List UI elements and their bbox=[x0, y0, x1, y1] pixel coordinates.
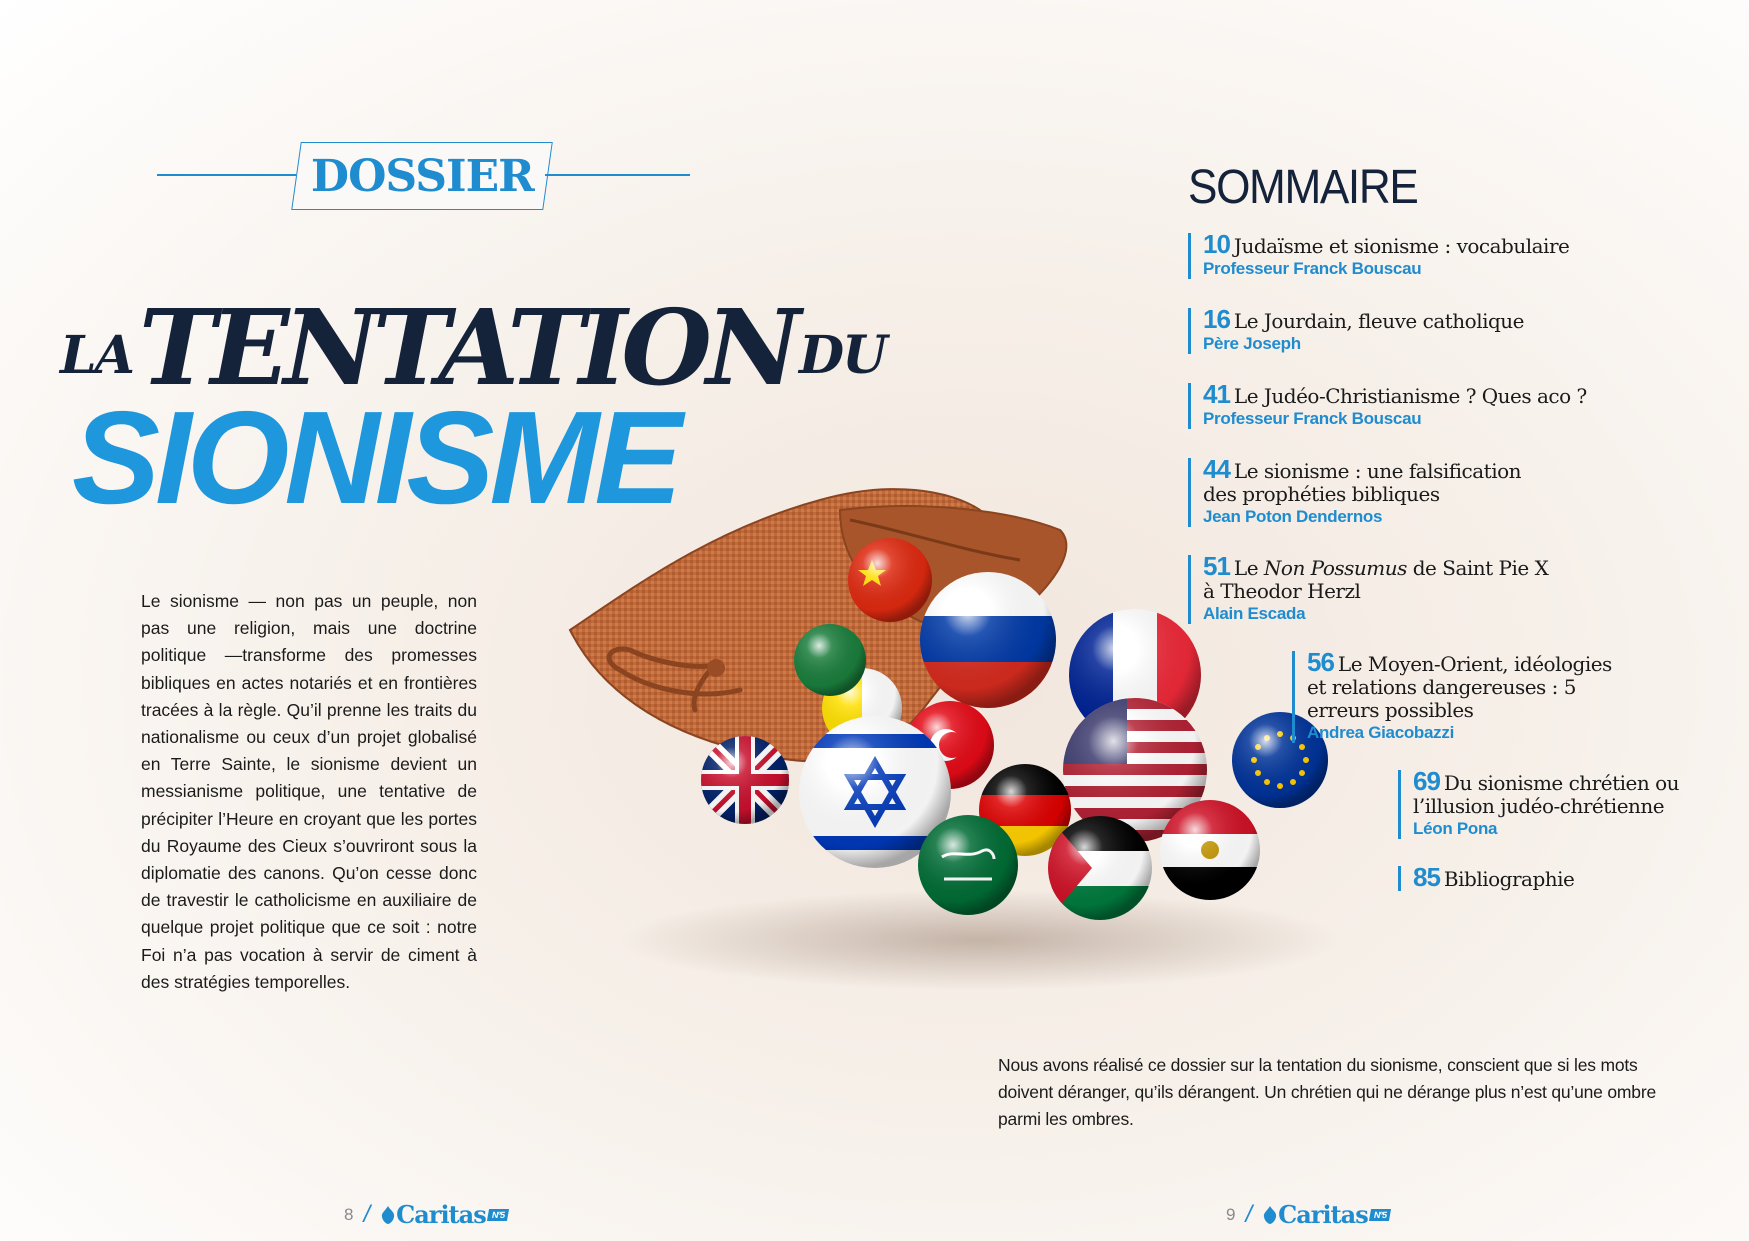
toc-author: Professeur Franck Bouscau bbox=[1203, 259, 1422, 278]
flag-marble-saudi-arabia-icon bbox=[918, 815, 1018, 915]
toc-item[interactable] bbox=[1188, 454, 1522, 527]
toc-item[interactable] bbox=[1188, 304, 1525, 354]
toc-author: Léon Pona bbox=[1413, 819, 1498, 838]
toc-page-number: 69 bbox=[1413, 766, 1440, 796]
caritas-flame-icon bbox=[380, 1205, 396, 1225]
toc-item[interactable] bbox=[1188, 551, 1549, 624]
toc-title-line bbox=[1413, 766, 1680, 796]
title-word-du: DU bbox=[799, 325, 886, 386]
dossier-label: DOSSIER bbox=[310, 150, 534, 202]
caritas-logo bbox=[1262, 1200, 1390, 1229]
toc-title-line bbox=[1413, 862, 1575, 892]
footer-left bbox=[344, 1200, 508, 1229]
toc-item[interactable] bbox=[1188, 229, 1570, 279]
footer-right bbox=[1226, 1200, 1390, 1229]
toc-title-italic: Non Possumus bbox=[1263, 556, 1407, 580]
page-number-right: 9 bbox=[1226, 1204, 1236, 1224]
issue-badge: N°5 bbox=[487, 1209, 509, 1221]
dossier-badge bbox=[291, 142, 553, 210]
toc-item[interactable] bbox=[1292, 647, 1612, 743]
toc-item[interactable] bbox=[1188, 379, 1587, 429]
toc-title: Le Moyen-Orient, idéologies bbox=[1337, 652, 1612, 676]
flag-marble-egypt-icon bbox=[1160, 800, 1260, 901]
sommaire-title: SOMMAIRE bbox=[1188, 161, 1418, 214]
toc-title-line bbox=[1307, 647, 1612, 677]
toc-author: Professeur Franck Bouscau bbox=[1203, 409, 1422, 428]
closing-paragraph: Nous avons réalisé ce dossier sur la tentation du sionisme, conscient que si les mots doivent déranger, qu’ils dérangent. Un chrétien qui ne dérange plus n’est qu’une ombre parmi les ombres. bbox=[998, 1055, 1656, 1129]
intro-paragraph: Le sionisme — non pas un peuple, non pas une religion, mais une doctrine politique —transforme des promesses bibliques en actes notariés et en frontières tracées à la règle. Qu’il prenne les traits du nationalisme ou ceux d’un projet globalisé en Terre Sainte, le sionisme devient un messianisme politique, une tentative de précipiter l’Heure en croyant que les portes du Royaume des Cieux s’ouvriront sous la diplomatie des canons. Qu’on cesse donc de travestir le catholicisme en auxiliaire de quelque projet politique que ce soit : notre Foi n’a pas vocation à servir de ciment à des stratégies temporelles. bbox=[141, 591, 477, 992]
toc-page-number: 51 bbox=[1203, 551, 1230, 581]
toc-title: Le Judéo-Christianisme ? Ques aco ? bbox=[1233, 384, 1587, 408]
toc-title: Du sionisme chrétien ou bbox=[1443, 771, 1680, 795]
flag-marble-china-icon bbox=[848, 538, 932, 622]
toc-title-line bbox=[1203, 304, 1525, 334]
toc-author: Andrea Giacobazzi bbox=[1307, 723, 1454, 742]
caritas-wordmark: Caritas bbox=[1278, 1200, 1368, 1229]
flag-marble-saudi-arabia-small-icon bbox=[794, 624, 866, 696]
toc-title-line bbox=[1203, 454, 1522, 484]
caritas-flame-icon bbox=[1262, 1205, 1278, 1225]
toc-title-line-3: erreurs possibles bbox=[1307, 698, 1474, 722]
toc-title-line bbox=[1203, 379, 1587, 409]
toc-author: Père Joseph bbox=[1203, 334, 1301, 353]
toc-title-line-2: et relations dangereuses : 5 bbox=[1307, 675, 1576, 699]
issue-badge: N°5 bbox=[1369, 1209, 1391, 1221]
toc-author: Alain Escada bbox=[1203, 604, 1306, 623]
toc-page-number: 85 bbox=[1413, 862, 1440, 892]
toc-title-line bbox=[1203, 551, 1549, 581]
dossier-rule-right bbox=[545, 174, 690, 176]
flag-marble-uk-icon bbox=[701, 736, 789, 824]
page-number-left: 8 bbox=[344, 1204, 354, 1224]
toc-title: Judaïsme et sionisme : vocabulaire bbox=[1233, 234, 1570, 258]
toc-page-number: 16 bbox=[1203, 304, 1230, 334]
footer-slash: / bbox=[363, 1200, 371, 1228]
title-word-tentation: TENTATION bbox=[138, 286, 796, 409]
toc-page-number: 56 bbox=[1307, 647, 1334, 677]
toc-title: Le Jourdain, fleuve catholique bbox=[1233, 309, 1525, 333]
toc-title-line-2: à Theodor Herzl bbox=[1203, 579, 1361, 603]
toc-title-line bbox=[1203, 229, 1570, 259]
toc-page-number: 41 bbox=[1203, 379, 1230, 409]
bag-of-flag-marbles-illustration bbox=[540, 470, 1400, 1010]
caritas-wordmark: Caritas bbox=[396, 1200, 486, 1229]
toc-title-line-2: l’illusion judéo-chrétienne bbox=[1413, 794, 1665, 818]
title-word-sionisme: SIONISME bbox=[72, 384, 678, 531]
toc-author: Jean Poton Dendernos bbox=[1203, 507, 1383, 526]
toc-title-rest: de Saint Pie X bbox=[1406, 556, 1549, 580]
title-word-la: LA bbox=[60, 325, 133, 386]
toc-title: Bibliographie bbox=[1443, 867, 1575, 891]
toc-title: Le bbox=[1233, 556, 1264, 580]
toc-title-line-2: des prophéties bibliques bbox=[1203, 482, 1440, 506]
toc-page-number: 44 bbox=[1203, 454, 1230, 484]
toc-page-number: 10 bbox=[1203, 229, 1230, 259]
dossier-rule-left bbox=[157, 174, 297, 176]
footer-slash: / bbox=[1245, 1200, 1253, 1228]
toc-title: Le sionisme : une falsification bbox=[1233, 459, 1522, 483]
toc-item[interactable] bbox=[1398, 862, 1575, 892]
caritas-logo bbox=[380, 1200, 508, 1229]
toc-item[interactable] bbox=[1398, 766, 1680, 839]
